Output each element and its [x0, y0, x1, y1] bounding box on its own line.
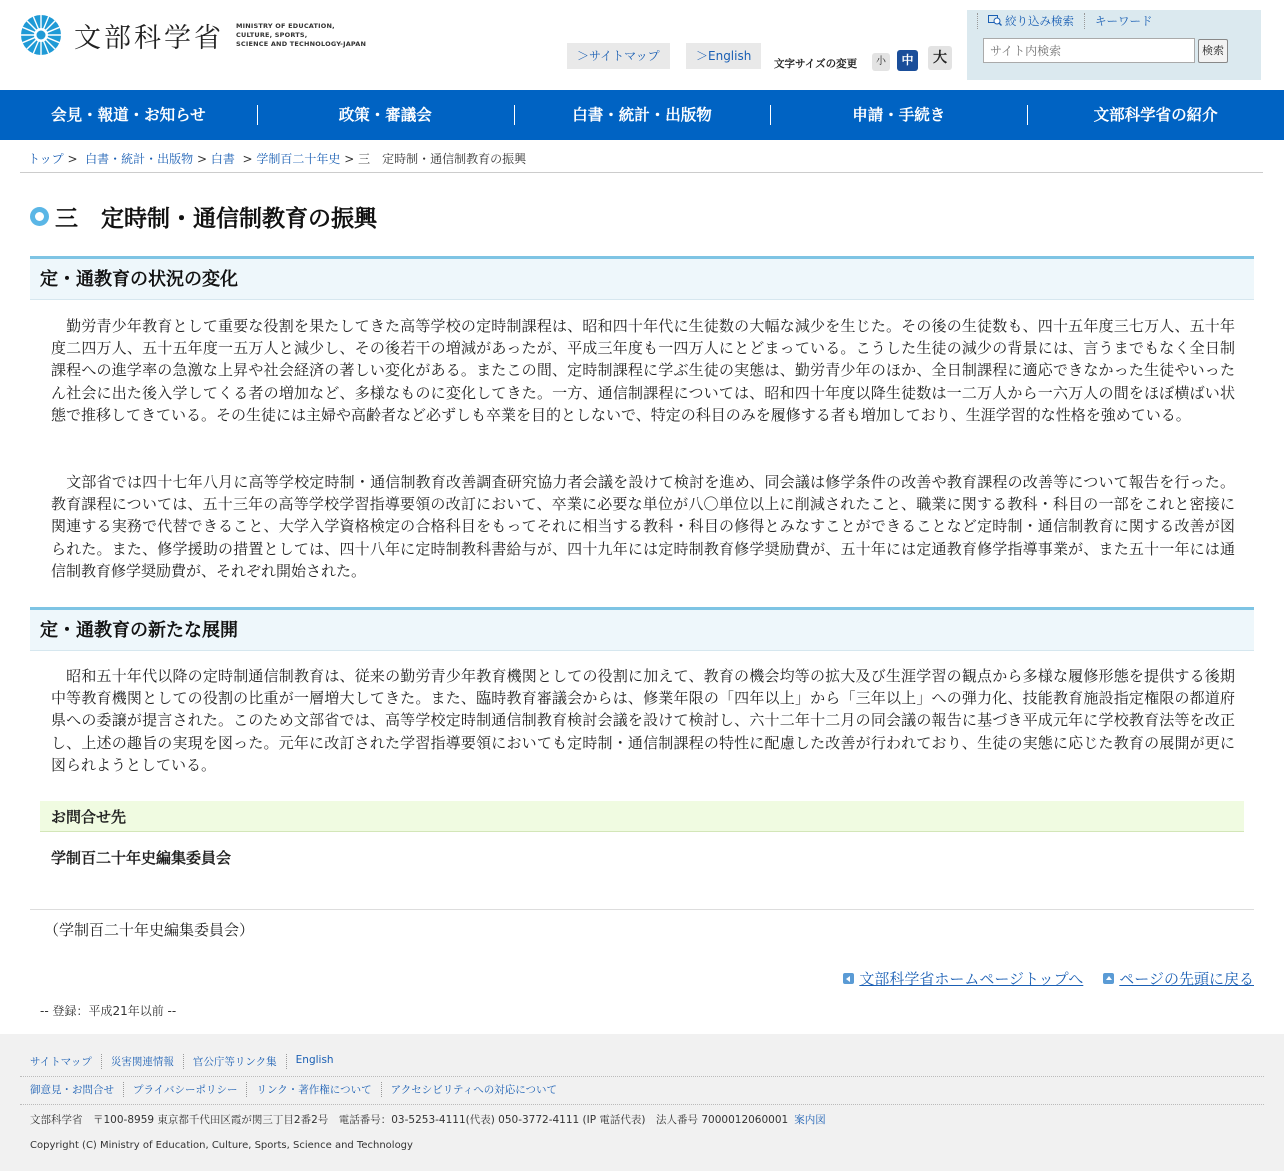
- font-size-large-button[interactable]: 大: [928, 46, 952, 70]
- breadcrumb-history[interactable]: 学制百二十年史: [256, 152, 341, 166]
- english-button[interactable]: ＞English: [686, 43, 761, 69]
- site-footer: [0, 1034, 1284, 1171]
- filter-search-icon: [988, 15, 1002, 26]
- footer-divider: [20, 1104, 1264, 1105]
- breadcrumb-whitepaper[interactable]: 白書: [210, 152, 235, 166]
- footer-link-english[interactable]: English: [286, 1054, 343, 1069]
- tab-keyword[interactable]: キーワード: [1084, 13, 1163, 29]
- font-size-small-button[interactable]: 小: [872, 53, 890, 71]
- arrow-left-icon: [843, 973, 854, 984]
- breadcrumb-publications[interactable]: 白書・統計・出版物: [85, 152, 194, 166]
- breadcrumb: トップ > 白書・統計・出版物 > 白書 > 学制百二十年史 > 三 定時制・通信制教育の振興: [28, 152, 527, 166]
- contact-name: 学制百二十年史編集委員会: [51, 849, 232, 867]
- sitemap-button[interactable]: ＞サイトマップ: [567, 43, 670, 69]
- page-links: [843, 968, 1254, 989]
- section2-paragraph-1: 昭和五十年代以降の定時制通信制教育は、従来の勤労青少年教育機関としての役割に加えて、教育の機会均等の拡大及び生涯学習の観点から多様な履修形態を提供する後期中等教育機関としての役割の比重が一層増大してきた。また、臨時教育審議会からは、修業年限の「四年以上」から「三年以上」への弾力化、技能教育施設指定権限の都道府県への委譲が提言された。このため文部省では、高等学校定時制通信制教育検討会議を設けて検討し、六十二年十二月の同会議の報告に基づき平成元年に学校教育法等を改正し、上述の趣旨の実現を図った。元年に改訂された学習指導要領においても定時制・通信制課程の特性に配慮した改善が行われており、生徒の実態に応じた教育の展開が更に図られようとしている。: [51, 667, 1235, 774]
- global-nav: [0, 90, 1284, 140]
- logo-text-en: MINISTRY OF EDUCATION, CULTURE, SPORTS, SCIENCE AND TECHNOLOGY-JAPAN: [236, 21, 367, 48]
- footer-link-accessibility[interactable]: アクセシビリティへの対応について: [381, 1082, 566, 1097]
- logo-emblem-icon: [20, 14, 62, 56]
- footer-links-row2: [20, 1082, 1264, 1097]
- footer-link-sitemap[interactable]: サイトマップ: [30, 1056, 92, 1068]
- section1-paragraph-1: 勤労青少年教育として重要な役割を果たしてきた高等学校の定時制課程は、昭和四十年代に生徒数の大幅な減少を生じた。その後の生徒数も、四十五年度三七万人、五十年度二四万人、五十五年度一五万人と減少し、その後若干の増減があったが、平成三年度も一四万人にとどまっている。こうした生徒の減少の背景には、言うまでもなく全日制課程への進学率の急激な上昇や社会経済の著しい変化がある。またこの間、定時制課程に学ぶ生徒の実態は、勤労青少年のほか、全日制課程に適応できなかった生徒やいったん社会に出た後入学してくる者の増加など、多様なものに変化してきた。一方、通信制課程については、昭和四十年度以降生徒数は一二万人から一六万人の間をほぼ横ばい状態で推移してきている。その生徒には主婦や高齢者など必ずしも卒業を目的としないで、特定の科目のみを履修する者も増加しており、生涯学習的な性格を強めている。: [51, 317, 1235, 424]
- breadcrumb-top[interactable]: トップ: [28, 152, 64, 166]
- font-size-medium-button[interactable]: 中: [897, 50, 918, 71]
- footer-links-row1: [20, 1054, 1264, 1069]
- breadcrumb-divider: [20, 172, 1263, 173]
- credit-text: （学制百二十年史編集委員会）: [44, 921, 255, 939]
- footer-link-gov-links[interactable]: 官公庁等リンク集: [183, 1054, 286, 1069]
- map-link[interactable]: 案内図: [794, 1114, 826, 1126]
- page-title-row: [30, 200, 377, 233]
- footer-address: 文部科学省 〒100-8959 東京都千代田区霞が関三丁目2番2号 電話番号：03-5253-4111(代表) 050-3772-4111 (IP 電話代表) 法人番号 7000012060001 案内図: [30, 1114, 826, 1126]
- site-header: [0, 0, 1284, 90]
- site-search-input[interactable]: [983, 38, 1195, 63]
- home-top-link[interactable]: 文部科学省ホームページトップへ: [843, 968, 1083, 989]
- registration-note: -- 登録：平成21年以前 --: [40, 1004, 177, 1018]
- section-heading-new-development: 定・通教育の新たな展開: [30, 607, 1254, 651]
- nav-item-policy[interactable]: 政策・審議会: [257, 90, 514, 140]
- back-to-top-link[interactable]: ページの先頭に戻る: [1103, 968, 1254, 989]
- nav-item-applications[interactable]: 申請・手続き: [770, 90, 1027, 140]
- search-button[interactable]: 検索: [1198, 39, 1228, 63]
- breadcrumb-current: 三 定時制・通信制教育の振興: [358, 152, 527, 166]
- search-tabs: [977, 13, 1163, 29]
- arrow-up-icon: [1103, 973, 1114, 984]
- tab-filter-search[interactable]: 絞り込み検索: [977, 13, 1084, 29]
- page-title: 三 定時制・通信制教育の振興: [55, 206, 377, 232]
- title-bullet-icon: [30, 207, 49, 226]
- footer-link-disaster[interactable]: 災害関連情報: [101, 1054, 183, 1069]
- nav-item-press[interactable]: 会見・報道・お知らせ: [51, 106, 206, 124]
- footer-link-privacy[interactable]: プライバシーポリシー: [123, 1082, 246, 1097]
- mext-logo[interactable]: [20, 14, 366, 56]
- footer-link-contact[interactable]: 御意見・お問合せ: [30, 1084, 114, 1096]
- footer-divider: [20, 1076, 1264, 1077]
- nav-item-publications[interactable]: 白書・統計・出版物: [514, 90, 771, 140]
- section1-paragraph-2: 文部省では四十七年八月に高等学校定時制・通信制教育改善調査研究協力者会議を設けて検討を進め、同会議は修学条件の改善や教育課程の改善等について報告を行った。教育課程については、五十三年の高等学校学習指導要領の改訂において、卒業に必要な単位が八〇単位以上に削減されたこと、職業に関する教科・科目の一部をこれと密接に関連する実務で代替できること、大学入学資格検定の合格科目をもってそれに相当する教科・科目の修得とみなすことができることなど定時制・通信制教育に関する改善が図られた。また、修学援助の措置としては、四十八年に定時制教科書給与が、四十九年には定時制教育修学奨励費が、五十年には定通教育修学指導事業が、また五十一年には通信制教育修学奨励費が、それぞれ開始された。: [51, 473, 1235, 580]
- footer-link-copyright[interactable]: リンク・著作権について: [246, 1082, 380, 1097]
- font-size-label: 文字サイズの変更: [774, 58, 858, 70]
- content-divider: [30, 909, 1254, 910]
- contact-heading: お問合せ先: [40, 801, 1244, 832]
- nav-item-about[interactable]: 文部科学省の紹介: [1027, 90, 1284, 140]
- logo-text-ja: 文部科学省: [74, 22, 224, 54]
- copyright: Copyright (C) Ministry of Education, Culture, Sports, Science and Technology: [30, 1140, 413, 1151]
- section-heading-status: 定・通教育の状況の変化: [30, 256, 1254, 300]
- search-panel: [967, 10, 1261, 80]
